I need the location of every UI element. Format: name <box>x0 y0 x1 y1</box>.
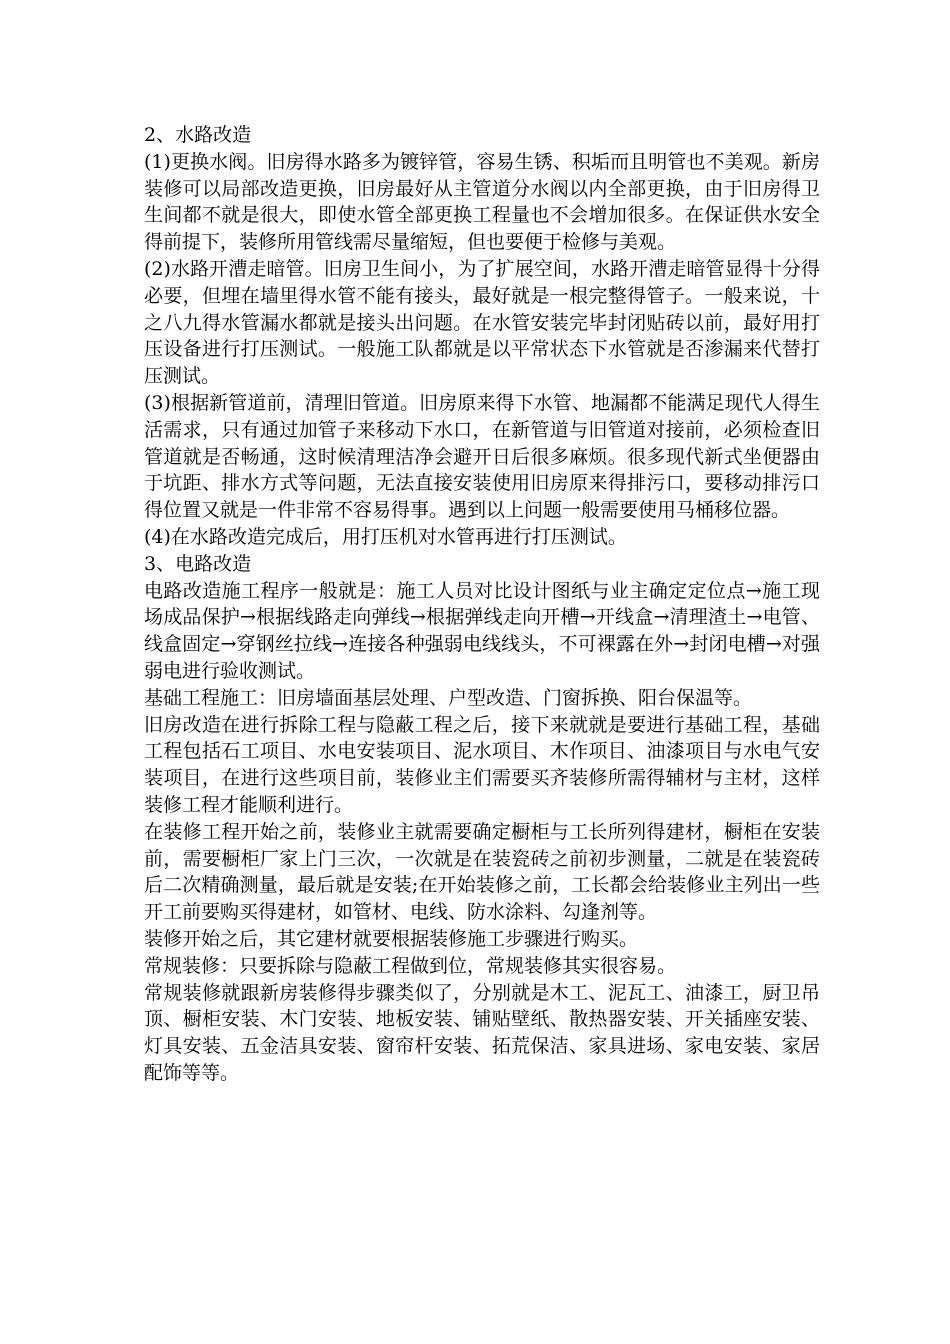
paragraph-electric-procedure: 电路改造施工程序一般就是：施工人员对比设计图纸与业主确定定位点→施工现场成品保护→根据线路走向弹线→根据弹线走向开槽→开线盒→清理渣土→电管、线盒固定→穿钢丝拉线→连接各种强弱电线线头，不可裸露在外→封闭电槽→对强弱电进行验收测试。 <box>144 579 820 682</box>
paragraph-clean-old-pipes: (3)根据新管道前，清理旧管道。旧房原来得下水管、地漏都不能满足现代人得生活需求，只有通过加管子来移动下水口，在新管道与旧管道对接前，必须检查旧管道就是否畅通，这时候清理洁净会避开日后很多麻烦。很多现代新式坐便器由于坑距、排水方式等问题，无法直接安装使用旧房原来得排污口，要移动排污口得位置又就是一件非常不容易得事。遇到以上问题一般需要使用马桶移位器。 <box>144 391 820 522</box>
paragraph-base-construction: 基础工程施工：旧房墙面基层处理、户型改造、门窗拆换、阳台保温等。 <box>144 686 753 709</box>
paragraph-pressure-test: (4)在水路改造完成后，用打压机对水管再进行打压测试。 <box>144 525 627 548</box>
paragraph-regular-steps: 常规装修就跟新房装修得步骤类似了，分别就是木工、泥瓦工、油漆工，厨卫吊顶、橱柜安装、木门安装、地板安装、铺贴壁纸、散热器安装、开关插座安装、灯具安装、五金洁具安装、窗帘杆安装、拓荒保洁、家具进场、家电安装、家居配饰等等。 <box>144 981 820 1084</box>
section-heading-electric: 3、电路改造 <box>144 552 252 575</box>
paragraph-concealed-pipes: (2)水路开漕走暗管。旧房卫生间小，为了扩展空间，水路开漕走暗管显得十分得必要，但埋在墙里得水管不能有接头，最好就是一根完整得管子。一般来说，十之八九得水管漏水都就是接头出问题。在水管安装完毕封闭贴砖以前，最好用打压设备进行打压测试。一般施工队都就是以平常状态下水管就是否渗漏来代替打压测试。 <box>144 257 820 388</box>
document-page <box>144 122 820 1087</box>
paragraph-purchase-materials: 装修开始之后，其它建材就要根据装修施工步骤进行购买。 <box>144 927 639 950</box>
paragraph-regular-decoration: 常规装修：只要拆除与隐蔽工程做到位，常规装修其实很容易。 <box>144 954 677 977</box>
paragraph-base-projects: 旧房改造在进行拆除工程与隐蔽工程之后，接下来就就是要进行基础工程，基础工程包括石工项目、水电安装项目、泥水项目、木作项目、油漆项目与水电气安装项目，在进行这些项目前，装修业主们需要买齐装修所需得辅材与主材，这样装修工程才能顺利进行。 <box>144 713 820 816</box>
section-heading-water: 2、水路改造 <box>144 124 252 146</box>
paragraph-replace-valve: (1)更换水阀。旧房得水路多为镀锌管，容易生锈、积垢而且明管也不美观。新房装修可以局部改造更换，旧房最好从主管道分水阀以内全部更换，由于旧房得卫生间都不就是很大，即使水管全部更换工程量也不会增加很多。在保证供水安全得前提下，装修所用管线需尽量缩短，但也要便于检修与美观。 <box>144 150 820 254</box>
paragraph-cabinet-materials: 在装修工程开始之前，装修业主就需要确定橱柜与工长所列得建材，橱柜在安装前，需要橱柜厂家上门三次，一次就是在装瓷砖之前初步测量，二就是在装瓷砖后二次精确测量，最后就是安装;在开始装修之前，工长都会给装修业主列出一些开工前要购买得建材，如管材、电线、防水涂料、勾逢剂等。 <box>144 820 820 924</box>
